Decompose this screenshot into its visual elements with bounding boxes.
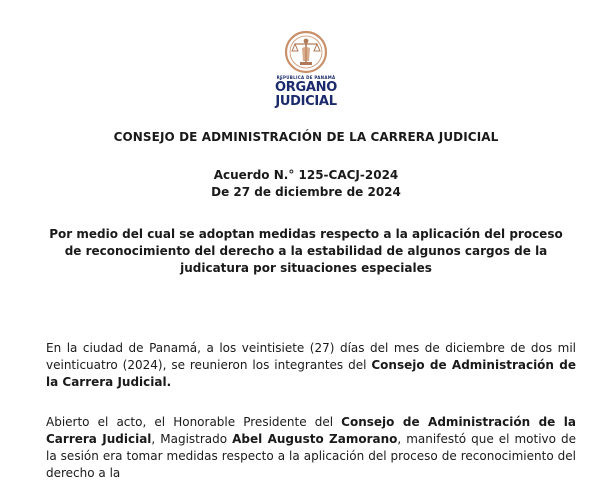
paragraph-opening (46, 340, 576, 391)
agreement-date: De 27 de diciembre de 2024 (211, 185, 401, 199)
seal-emblem-icon (264, 28, 348, 78)
paragraph-opening-text: En la ciudad de Panamá, a los veintisiete (27) días del mes de diciembre de dos mil veinticuatro (2024), se reunieron los integrantes del (46, 341, 576, 372)
magistrate-name: Abel Augusto Zamorano (232, 432, 398, 446)
paragraph-opening-period: . (166, 375, 172, 389)
organo-judicial-logo (264, 28, 348, 110)
paragraph-session-text-3: , manifestó que el motivo de la sesión era tomar medidas respecto a la aplicación del proceso de reconocimiento del derecho a la (46, 432, 576, 480)
council-title: CONSEJO DE ADMINISTRACIÓN DE LA CARRERA JUDICIAL (113, 130, 499, 144)
logo-judicial-text: JUDICIAL (275, 94, 337, 109)
agreement-number: Acuerdo N.° 125-CACJ-2024 (213, 168, 399, 182)
council-name-bold: Consejo de Administración de la Carrera Judicial (46, 358, 576, 389)
logo-organo-text: ÓRGANO (275, 80, 337, 95)
paragraph-session-text-1: Abierto el acto, el Honorable Presidente del (46, 415, 342, 429)
paragraph-session-text-2: , Magistrado (151, 432, 233, 446)
logo-country-text: REPÚBLICA DE PANAMÁ (276, 75, 336, 80)
agreement-subject: Por medio del cual se adoptan medidas respecto a la aplicación del proceso de reconocimiento del derecho a la estabilidad de algunos cargos de la judicatura por situaciones especiales (49, 227, 563, 275)
council-name-bold-2: Consejo de Administración de la Carrera Judicial (46, 415, 576, 446)
paragraph-session (46, 414, 576, 482)
